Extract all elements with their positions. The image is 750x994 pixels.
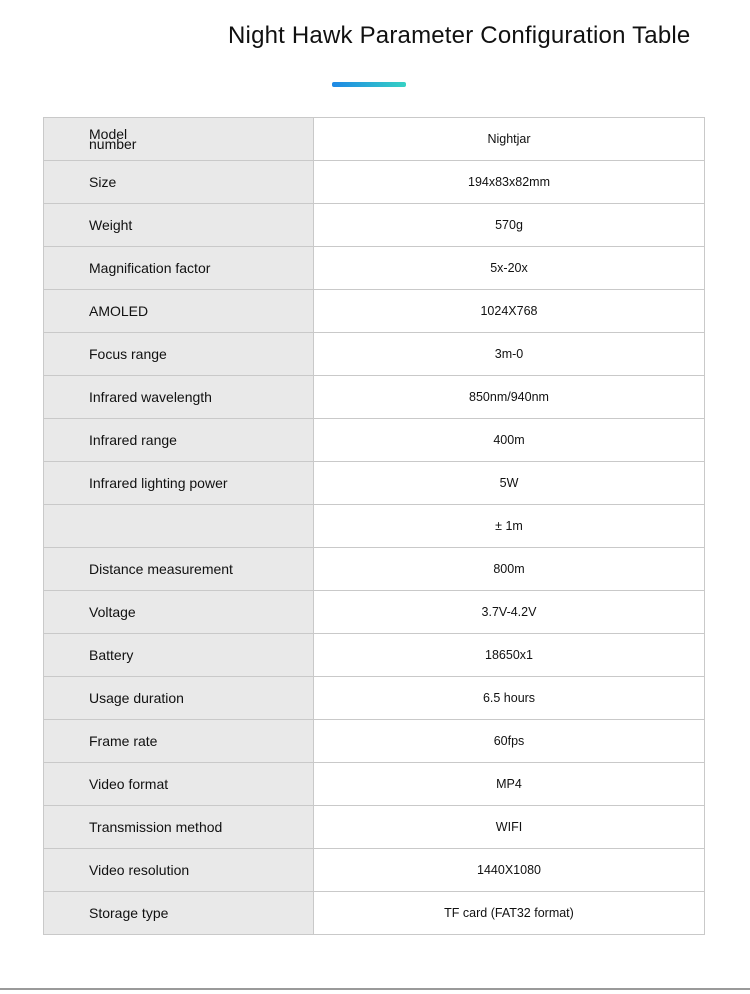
table-row bbox=[44, 118, 705, 161]
table-row bbox=[44, 505, 705, 548]
row-label-weight: Weight bbox=[44, 204, 314, 247]
row-value-infrared-power: 5W bbox=[314, 462, 705, 505]
table-row bbox=[44, 634, 705, 677]
title-accent-bar bbox=[332, 82, 406, 87]
table-row bbox=[44, 333, 705, 376]
bottom-divider bbox=[0, 988, 750, 990]
row-label-transmission-method: Transmission method bbox=[44, 806, 314, 849]
row-label-usage-duration: Usage duration bbox=[44, 677, 314, 720]
table-row bbox=[44, 849, 705, 892]
row-label-infrared-wavelength: Infrared wavelength bbox=[44, 376, 314, 419]
row-value-infrared-wavelength: 850nm/940nm bbox=[314, 376, 705, 419]
table-row bbox=[44, 763, 705, 806]
row-label-model-number: Model number bbox=[44, 118, 314, 161]
row-value-weight: 570g bbox=[314, 204, 705, 247]
row-label-distance-measurement: Distance measurement bbox=[44, 548, 314, 591]
row-label-video-format: Video format bbox=[44, 763, 314, 806]
row-value-amoled: 1024X768 bbox=[314, 290, 705, 333]
table-row bbox=[44, 247, 705, 290]
row-value-voltage: 3.7V-4.2V bbox=[314, 591, 705, 634]
row-label-video-resolution: Video resolution bbox=[44, 849, 314, 892]
row-value-infrared-range: 400m bbox=[314, 419, 705, 462]
table-row bbox=[44, 462, 705, 505]
table-row bbox=[44, 720, 705, 763]
row-value-accuracy: ± 1m bbox=[314, 505, 705, 548]
row-value-frame-rate: 60fps bbox=[314, 720, 705, 763]
row-value-magnification: 5x-20x bbox=[314, 247, 705, 290]
table-row bbox=[44, 892, 705, 935]
row-value-video-resolution: 1440X1080 bbox=[314, 849, 705, 892]
table-row bbox=[44, 376, 705, 419]
parameter-table bbox=[43, 117, 705, 935]
table-row bbox=[44, 677, 705, 720]
page-title: Night Hawk Parameter Configuration Table bbox=[228, 22, 691, 49]
row-label-size: Size bbox=[44, 161, 314, 204]
row-value-size: 194x83x82mm bbox=[314, 161, 705, 204]
row-label-amoled: AMOLED bbox=[44, 290, 314, 333]
row-value-focus-range: 3m-0 bbox=[314, 333, 705, 376]
row-label-voltage: Voltage bbox=[44, 591, 314, 634]
table-row bbox=[44, 548, 705, 591]
row-label-frame-rate: Frame rate bbox=[44, 720, 314, 763]
row-label-infrared-power: Infrared lighting power bbox=[44, 462, 314, 505]
table-row bbox=[44, 204, 705, 247]
row-label-empty bbox=[44, 505, 314, 548]
table-row bbox=[44, 591, 705, 634]
table-row bbox=[44, 806, 705, 849]
row-label-infrared-range: Infrared range bbox=[44, 419, 314, 462]
table-row bbox=[44, 290, 705, 333]
row-label-battery: Battery bbox=[44, 634, 314, 677]
row-value-storage-type: TF card (FAT32 format) bbox=[314, 892, 705, 935]
row-value-distance-measurement: 800m bbox=[314, 548, 705, 591]
table-row bbox=[44, 419, 705, 462]
row-value-video-format: MP4 bbox=[314, 763, 705, 806]
row-value-usage-duration: 6.5 hours bbox=[314, 677, 705, 720]
row-label-focus-range: Focus range bbox=[44, 333, 314, 376]
row-value-battery: 18650x1 bbox=[314, 634, 705, 677]
table-row bbox=[44, 161, 705, 204]
row-value-model-number: Nightjar bbox=[314, 118, 705, 161]
row-label-storage-type: Storage type bbox=[44, 892, 314, 935]
row-value-transmission-method: WIFI bbox=[314, 806, 705, 849]
row-label-magnification: Magnification factor bbox=[44, 247, 314, 290]
